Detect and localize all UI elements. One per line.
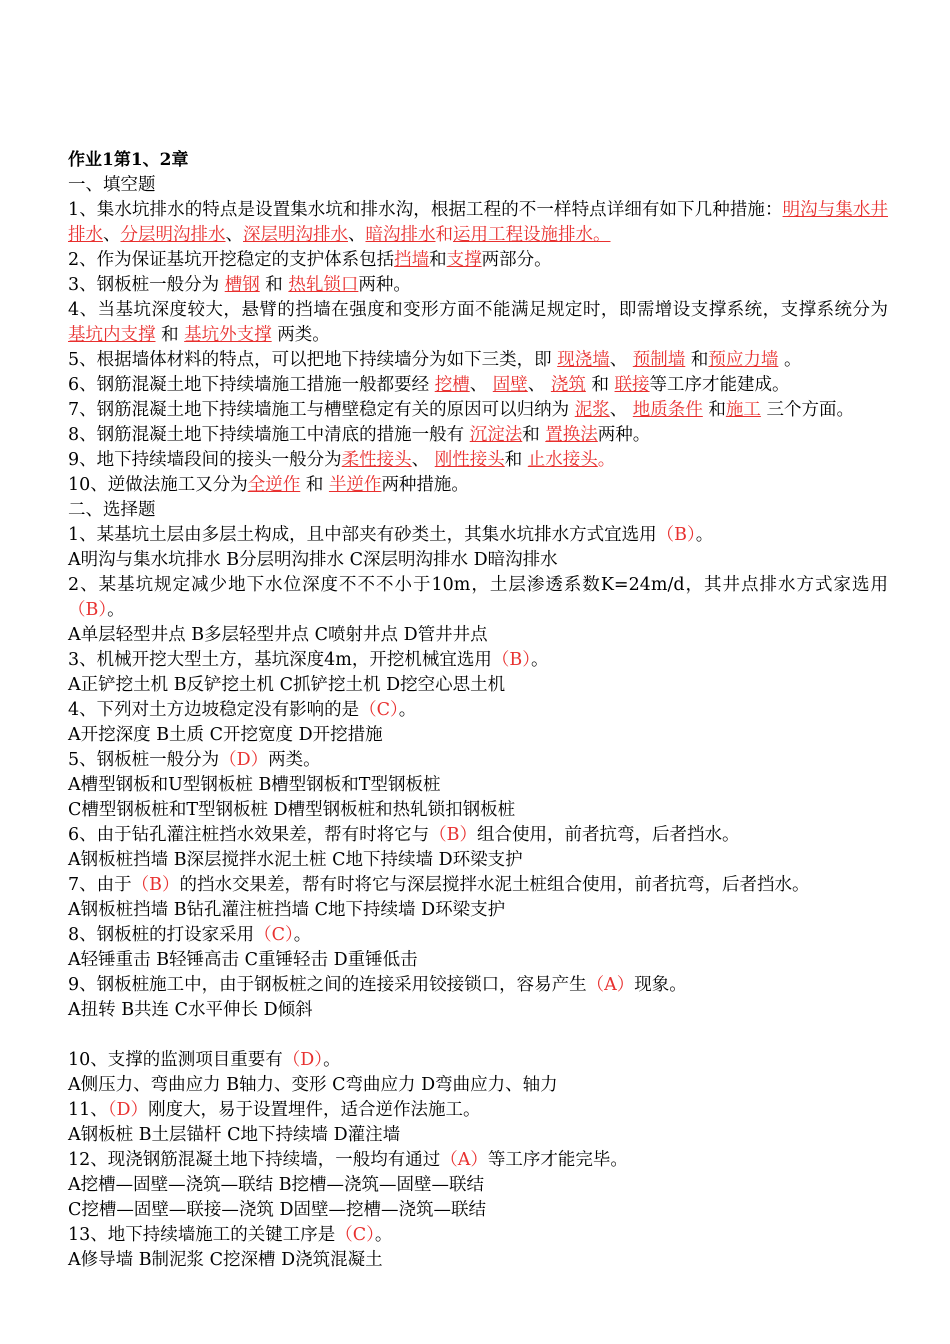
choice-question <box>68 698 888 723</box>
question-text: 。 <box>323 1050 341 1070</box>
answer-choice: （A） <box>440 1150 488 1170</box>
fill-question-4: 4、当基坑深度较大，悬臂的挡墙在强度和变形方面不能满足规定时，即需增设支撑系统，支撑系统分为 基坑内支撑 和 基坑外支撑 两类。 <box>68 300 888 345</box>
answer-blank: 浇筑 <box>550 375 586 395</box>
answer-blank: 预应力墙 <box>708 350 779 370</box>
fill-question-1: 1、集水坑排水的特点是设置集水坑和排水沟，根据工程的不一样特点详细有如下几种措施：明沟与集水井排水、分层明沟排水、深层明沟排水、暗沟排水和运用工程设施排水。 <box>68 200 888 245</box>
question-text: 3、机械开挖大型土方，基坑深度4m，开挖机械宜选用 <box>68 650 492 670</box>
fill-question-2: 2、作为保证基坑开挖稳定的支护体系包括挡墙和支撑两部分。 <box>68 250 552 270</box>
page-title: 作业1第1、2章 <box>68 150 189 170</box>
choice-question <box>68 1098 888 1123</box>
question-text: 。 <box>107 600 125 620</box>
answer-choice: （D） <box>219 750 269 770</box>
question-text: 。 <box>398 700 417 720</box>
answer-blank: 支撑 <box>446 250 482 270</box>
answer-blank: 刚性接头 <box>434 450 505 470</box>
question-text: 10、支撑的监测项目重要有 <box>68 1050 283 1070</box>
options-line: A扭转 B共连 C水平伸长 D倾斜 <box>68 1000 313 1020</box>
choice-question <box>68 1223 888 1248</box>
answer-blank: 止水接头 <box>527 450 598 470</box>
answer-blank: 固壁 <box>492 375 528 395</box>
answer-blank: 半逆作 <box>328 475 382 495</box>
options-line: A钢板桩挡墙 B钻孔灌注桩挡墙 C地下持续墙 D环梁支护 <box>68 900 506 920</box>
options-line: A单层轻型井点 B多层轻型井点 C喷射井点 D管井井点 <box>68 625 488 645</box>
question-text: 8、钢板桩的打设家采用 <box>68 925 255 945</box>
choice-question <box>68 573 888 623</box>
question-text: 9、钢板桩施工中，由于钢板桩之间的连接采用铰接锁口，容易产生 <box>68 975 587 995</box>
answer-blank: 联接 <box>614 375 650 395</box>
options-line: C挖槽—固壁—联接—浇筑 D固壁—挖槽—浇筑—联结 <box>68 1200 486 1220</box>
options-line: A轻锤重击 B轻锤高击 C重锤轻击 D重锤低击 <box>68 950 418 970</box>
choice-question <box>68 523 888 548</box>
choice-question <box>68 748 888 773</box>
answer-choice: （A） <box>586 975 635 995</box>
answer-blank: 运用工程设施排水。 <box>453 225 611 245</box>
question-text: 。 <box>374 1225 393 1245</box>
answer-blank: 置换法 <box>545 425 598 445</box>
fill-section-heading: 一、填空题 <box>68 175 156 195</box>
answer-blank: 明沟与集水井排水 <box>68 200 888 245</box>
question-text: 5、钢板桩一般分为 <box>68 750 220 770</box>
question-text: 等工序才能完毕。 <box>487 1150 628 1170</box>
question-text: 13、地下持续墙施工的关键工序是 <box>68 1225 336 1245</box>
question-text: 1、某基坑土层由多层土构成，且中部夹有砂类土，其集水坑排水方式宜选用 <box>68 525 657 545</box>
options-line: A修导墙 B制泥浆 C挖深槽 D浇筑混凝土 <box>68 1250 383 1270</box>
fill-question-6: 6、钢筋混凝土地下持续墙施工措施一般都要经 挖槽、 固壁、 浇筑 和 联接等工序才能建成。 <box>68 375 790 395</box>
answer-blank: 基坑外支撑 <box>184 325 272 345</box>
choice-question <box>68 873 888 898</box>
question-text: 11、 <box>68 1100 108 1120</box>
answer-blank: 深层明沟排水 <box>243 225 348 245</box>
choice-section-heading: 二、选择题 <box>68 500 156 520</box>
options-line: A钢板桩 B土层锚杆 C地下持续墙 D灌注墙 <box>68 1125 401 1145</box>
answer-blank: 暗沟排水 <box>365 225 436 245</box>
options-line: A侧压力、弯曲应力 B轴力、变形 C弯曲应力 D弯曲应力、轴力 <box>68 1075 558 1095</box>
answer-blank: 沉淀法 <box>469 425 523 445</box>
choice-question-list <box>68 523 888 1273</box>
options-line: A开挖深度 B土质 C开挖宽度 D开挖措施 <box>68 725 383 745</box>
options-line: A挖槽—固壁—浇筑—联结 B挖槽—浇筑—固壁—联结 <box>68 1175 485 1195</box>
answer-choice: （B） <box>68 600 108 620</box>
answer-choice: （C） <box>335 1225 375 1245</box>
answer-blank: 现浇墙 <box>557 350 610 370</box>
answer-blank: 地质条件 <box>632 400 703 420</box>
document-body <box>68 148 888 1273</box>
fill-question-8: 8、钢筋混凝土地下持续墙施工中清底的措施一般有 沉淀法和 置换法两种。 <box>68 425 651 445</box>
fill-question-7: 7、钢筋混凝土地下持续墙施工与槽壁稳定有关的原因可以归纳为 泥浆、 地质条件 和施工 三个方面。 <box>68 400 854 420</box>
choice-question <box>68 1148 888 1173</box>
answer-choice: （B） <box>429 825 478 845</box>
question-text: 。 <box>531 650 549 670</box>
answer-blank: 挖槽 <box>434 375 470 395</box>
options-line: A钢板桩挡墙 B深层搅拌水泥土桩 C地下持续墙 D环梁支护 <box>68 850 523 870</box>
choice-question <box>68 923 888 948</box>
answer-blank: 施工 <box>725 400 761 420</box>
blank-line <box>68 1023 888 1048</box>
answer-choice: （B） <box>491 650 531 670</box>
answer-blank: 泥浆 <box>574 400 610 420</box>
question-text: 两类。 <box>268 750 321 770</box>
options-line: A正铲挖土机 B反铲挖土机 C抓铲挖土机 D挖空心思土机 <box>68 675 506 695</box>
options-line: A明沟与集水坑排水 B分层明沟排水 C深层明沟排水 D暗沟排水 <box>68 550 558 570</box>
choice-question <box>68 1048 888 1073</box>
question-text: 组合使用，前者抗弯，后者挡水。 <box>477 825 740 845</box>
fill-question-10: 10、逆做法施工又分为全逆作 和 半逆作两种措施。 <box>68 475 469 495</box>
question-text: 。 <box>293 925 312 945</box>
question-text: 的挡水交果差，帮有时将它与深层搅拌水泥土桩组合使用，前者抗弯，后者挡水。 <box>179 875 810 895</box>
fill-question-5: 5、根据墙体材料的特点，可以把地下持续墙分为如下三类，即 现浇墙、 预制墙 和预应力墙 。 <box>68 350 802 370</box>
choice-question <box>68 648 888 673</box>
answer-choice: （D） <box>107 1100 149 1120</box>
choice-question <box>68 823 888 848</box>
question-text: 现象。 <box>634 975 687 995</box>
fill-question-3: 3、钢板桩一般分为 槽钢 和 热轧锁口两种。 <box>68 275 411 295</box>
answer-blank: 全逆作 <box>247 475 301 495</box>
answer-blank: 预制墙 <box>632 350 686 370</box>
answer-blank: 热轧锁口 <box>288 275 359 295</box>
question-text: 2、某基坑规定减少地下水位深度不不不小于10m，土层渗透系数K=24m/d，其井点排水方式家选用 <box>68 575 888 595</box>
answer-choice: （D） <box>282 1050 324 1070</box>
answer-blank: 柔性接头 <box>341 450 412 470</box>
options-line: C槽型钢板桩和T型钢板桩 D槽型钢板桩和热轧锁扣钢板桩 <box>68 800 516 820</box>
question-text: 6、由于钻孔灌注桩挡水效果差，帮有时将它与 <box>68 825 430 845</box>
answer-choice: （C） <box>254 925 294 945</box>
question-text: 刚度大，易于设置埋件，适合逆作法施工。 <box>148 1100 481 1120</box>
question-text: 7、由于 <box>68 875 132 895</box>
question-text: 4、下列对土方边坡稳定没有影响的是 <box>68 700 360 720</box>
answer-choice: （B） <box>131 875 180 895</box>
fill-question-9: 9、地下持续墙段间的接头一般分为柔性接头、 刚性接头和 止水接头。 <box>68 450 616 470</box>
options-line: A槽型钢板和U型钢板桩 B槽型钢板和T型钢板桩 <box>68 775 441 795</box>
answer-choice: （B） <box>656 525 696 545</box>
answer-blank: 分层明沟排水 <box>120 225 226 245</box>
question-text: 12、现浇钢筋混凝土地下持续墙，一般均有通过 <box>68 1150 441 1170</box>
answer-blank: 基坑内支撑 <box>68 325 156 345</box>
question-text: 。 <box>695 525 714 545</box>
answer-blank: 槽钢 <box>224 275 260 295</box>
choice-question <box>68 973 888 998</box>
answer-blank: 挡墙 <box>394 250 430 270</box>
answer-choice: （C） <box>359 700 399 720</box>
